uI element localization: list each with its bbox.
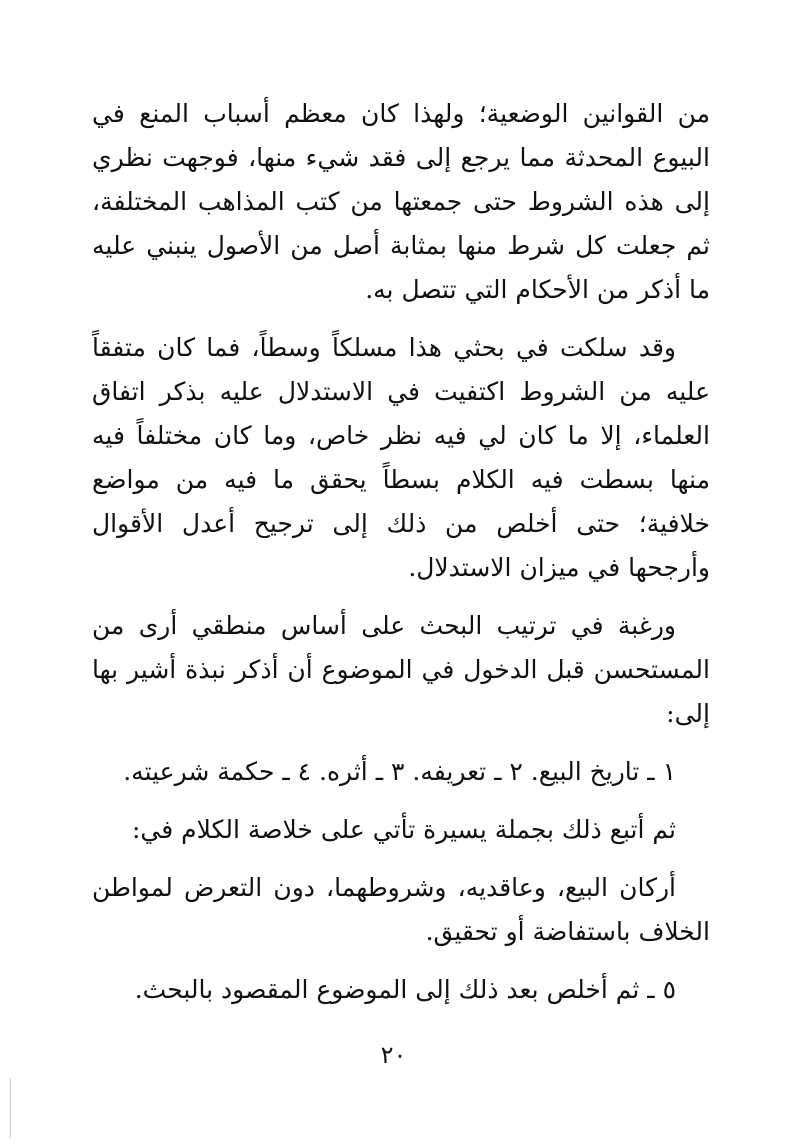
paragraph-7: ٥ ـ ثم أخلص بعد ذلك إلى الموضوع المقصود بالبحث. bbox=[134, 975, 676, 1004]
page-number: ٢٠ bbox=[380, 1041, 407, 1069]
paragraph-3: ورغبة في ترتيب البحث على أساس منطقي أرى من المستحسن قبل الدخول في الموضوع أن أذكر نبذة أشير بها إلى: bbox=[92, 611, 710, 728]
paragraph-2: وقد سلكت في بحثي هذا مسلكاً وسطاً، فما كان متفقاً عليه من الشروط اكتفيت في الاستدلال عليه بذكر اتفاق العلماء، إلا ما كان لي فيه نظر خاص، وما كان مختلفاً فيه منها بسطت فيه الكلام بسطاً يحقق ما فيه من مواضع خلافية؛ حتى أخلص من ذلك إلى ترجيح أعدل الأقوال وأرجحها في ميزان الاستدلال. bbox=[92, 333, 710, 582]
scan-edge-line bbox=[10, 1078, 11, 1138]
paragraph-1: من القوانين الوضعية؛ ولهذا كان معظم أسباب المنع في البيوع المحدثة مما يرجع إلى فقد شيء منها، فوجهت نظري إلى هذه الشروط حتى جمعتها من كتب المذاهب المختلفة، ثم جعلت كل شرط منها بمثابة أصل من الأصول ينبني عليه ما أذكر من الأحكام التي تتصل به. bbox=[92, 99, 710, 304]
paragraph-5: ثم أتبع ذلك بجملة يسيرة تأتي على خلاصة الكلام في: bbox=[132, 815, 676, 844]
paragraph-6: أركان البيع، وعاقديه، وشروطهما، دون التعرض لمواطن الخلاف باستفاضة أو تحقيق. bbox=[92, 873, 710, 946]
body-text bbox=[92, 92, 710, 1026]
paragraph-4-list: ١ ـ تاريخ البيع. ٢ ـ تعريفه. ٣ ـ أثره. ٤ ـ حكمة شرعيته. bbox=[123, 757, 676, 786]
